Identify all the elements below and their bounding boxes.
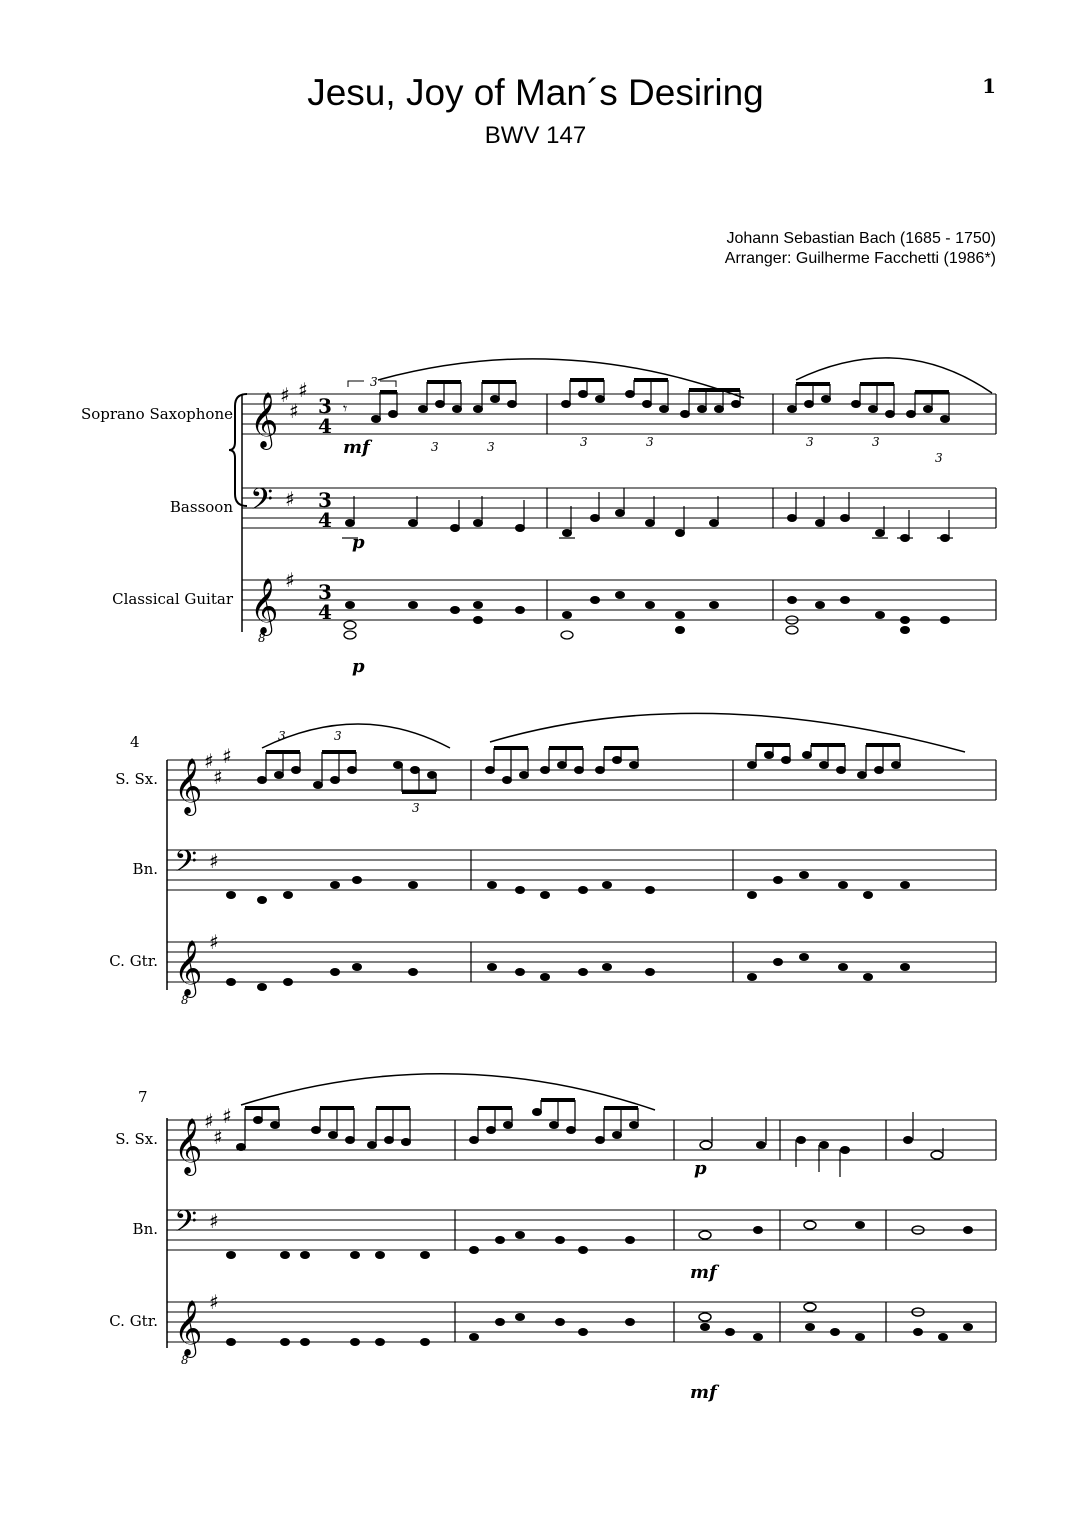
- bass-clef: 𝄢: [250, 483, 274, 524]
- treble-clef: 𝄞: [174, 758, 203, 814]
- bassoon-notes-s2: [226, 871, 910, 904]
- svg-text:♯: ♯: [209, 1290, 219, 1314]
- tuplet-number: 3: [412, 801, 420, 815]
- tuplet-number: 3: [646, 435, 654, 449]
- svg-text:♯: ♯: [209, 849, 219, 873]
- dynamic-p: p: [352, 532, 365, 553]
- svg-text:♯: ♯: [222, 744, 232, 768]
- instrument-label-sax-short: S. Sx.: [115, 1130, 158, 1148]
- page-title: Jesu, Joy of Man´s Desiring: [307, 72, 764, 113]
- system-3: [109, 1074, 996, 1403]
- dynamic-p: p: [352, 656, 365, 677]
- tuplet-number: 3: [935, 451, 943, 465]
- sax-notes-m3: [787, 395, 950, 423]
- eighth-rest-icon: 𝄾: [343, 399, 348, 418]
- system-2: [109, 713, 996, 1007]
- octave-mark: 8: [181, 993, 189, 1007]
- system-1: [81, 358, 996, 677]
- instrument-label-bassoon-short: Bn.: [132, 860, 158, 878]
- slur: [241, 1074, 655, 1110]
- treble-clef-guitar: 𝄞: [250, 578, 279, 634]
- treble-clef: 𝄞: [250, 392, 279, 448]
- slur: [262, 724, 450, 748]
- instrument-label-guitar-short: C. Gtr.: [109, 1312, 158, 1330]
- tuplet-number: 3: [806, 435, 814, 449]
- dynamic-mf: mf: [690, 1382, 717, 1403]
- instrument-label-guitar: Classical Guitar: [112, 590, 233, 608]
- guitar-notes-s1: [345, 591, 950, 634]
- tuplet-number: 3: [487, 440, 495, 454]
- svg-text:♯: ♯: [209, 1209, 219, 1233]
- bassoon-notes-s1: [345, 509, 950, 542]
- svg-text:♯: ♯: [204, 749, 214, 773]
- page-subtitle: BWV 147: [484, 122, 587, 149]
- staff-lines-bassoon: [242, 488, 996, 528]
- tuplet-number: 3: [872, 435, 880, 449]
- svg-text:♯: ♯: [213, 1125, 223, 1149]
- instrument-label-guitar-short: C. Gtr.: [109, 952, 158, 970]
- octave-mark: 8: [258, 631, 266, 645]
- tuplet-number: 3: [431, 440, 439, 454]
- guitar-notes-s3: [226, 1313, 973, 1346]
- instrument-label-bassoon-short: Bn.: [132, 1220, 158, 1238]
- instrument-label-sax: Soprano Saxophone: [80, 405, 233, 423]
- time-sig-den: 4: [318, 600, 332, 624]
- dynamic-p: p: [694, 1158, 707, 1179]
- page-number: 1: [982, 74, 996, 98]
- octave-mark: 8: [181, 1353, 189, 1367]
- measure-number: 7: [138, 1088, 148, 1106]
- sharp-icon: ♯: [285, 487, 295, 511]
- time-sig-num: 3: [318, 488, 332, 512]
- dynamic-mf: mf: [343, 437, 370, 458]
- sharp-icon: ♯: [298, 378, 308, 402]
- staff-lines-sax: [242, 394, 996, 434]
- sharp-icon: ♯: [289, 399, 299, 423]
- time-sig-den: 4: [318, 414, 332, 438]
- measure-number: 4: [130, 733, 140, 751]
- instrument-label-sax-short: S. Sx.: [115, 770, 158, 788]
- svg-text:♯: ♯: [204, 1109, 214, 1133]
- arranger-credit: Arranger: Guilherme Facchetti (1986*): [724, 250, 996, 267]
- dynamic-mf: mf: [690, 1262, 717, 1283]
- svg-text:♯: ♯: [209, 930, 219, 954]
- barlines-system-1: [547, 394, 996, 620]
- treble-clef-guitar: 𝄞: [174, 940, 203, 996]
- composer-credit: Johann Sebastian Bach (1685 - 1750): [726, 230, 996, 247]
- tuplet-number: 3: [334, 729, 342, 743]
- tuplet-number: 3: [580, 435, 588, 449]
- treble-clef-guitar: 𝄞: [174, 1300, 203, 1356]
- sharp-icon: ♯: [285, 568, 295, 592]
- treble-clef: 𝄞: [174, 1118, 203, 1174]
- tuplet-number: 3: [370, 375, 378, 389]
- instrument-label-bassoon: Bassoon: [169, 498, 233, 516]
- svg-text:♯: ♯: [222, 1104, 232, 1128]
- time-sig-num: 3: [318, 394, 332, 418]
- tuplet-number: 3: [278, 729, 286, 743]
- svg-text:♯: ♯: [213, 765, 223, 789]
- time-sig-den: 4: [318, 508, 332, 532]
- bass-clef: 𝄢: [174, 1205, 198, 1246]
- time-sig-num: 3: [318, 580, 332, 604]
- key-signatures: [280, 378, 308, 592]
- time-signatures: [318, 394, 332, 624]
- bass-clef: 𝄢: [174, 845, 198, 886]
- sharp-icon: ♯: [280, 383, 290, 407]
